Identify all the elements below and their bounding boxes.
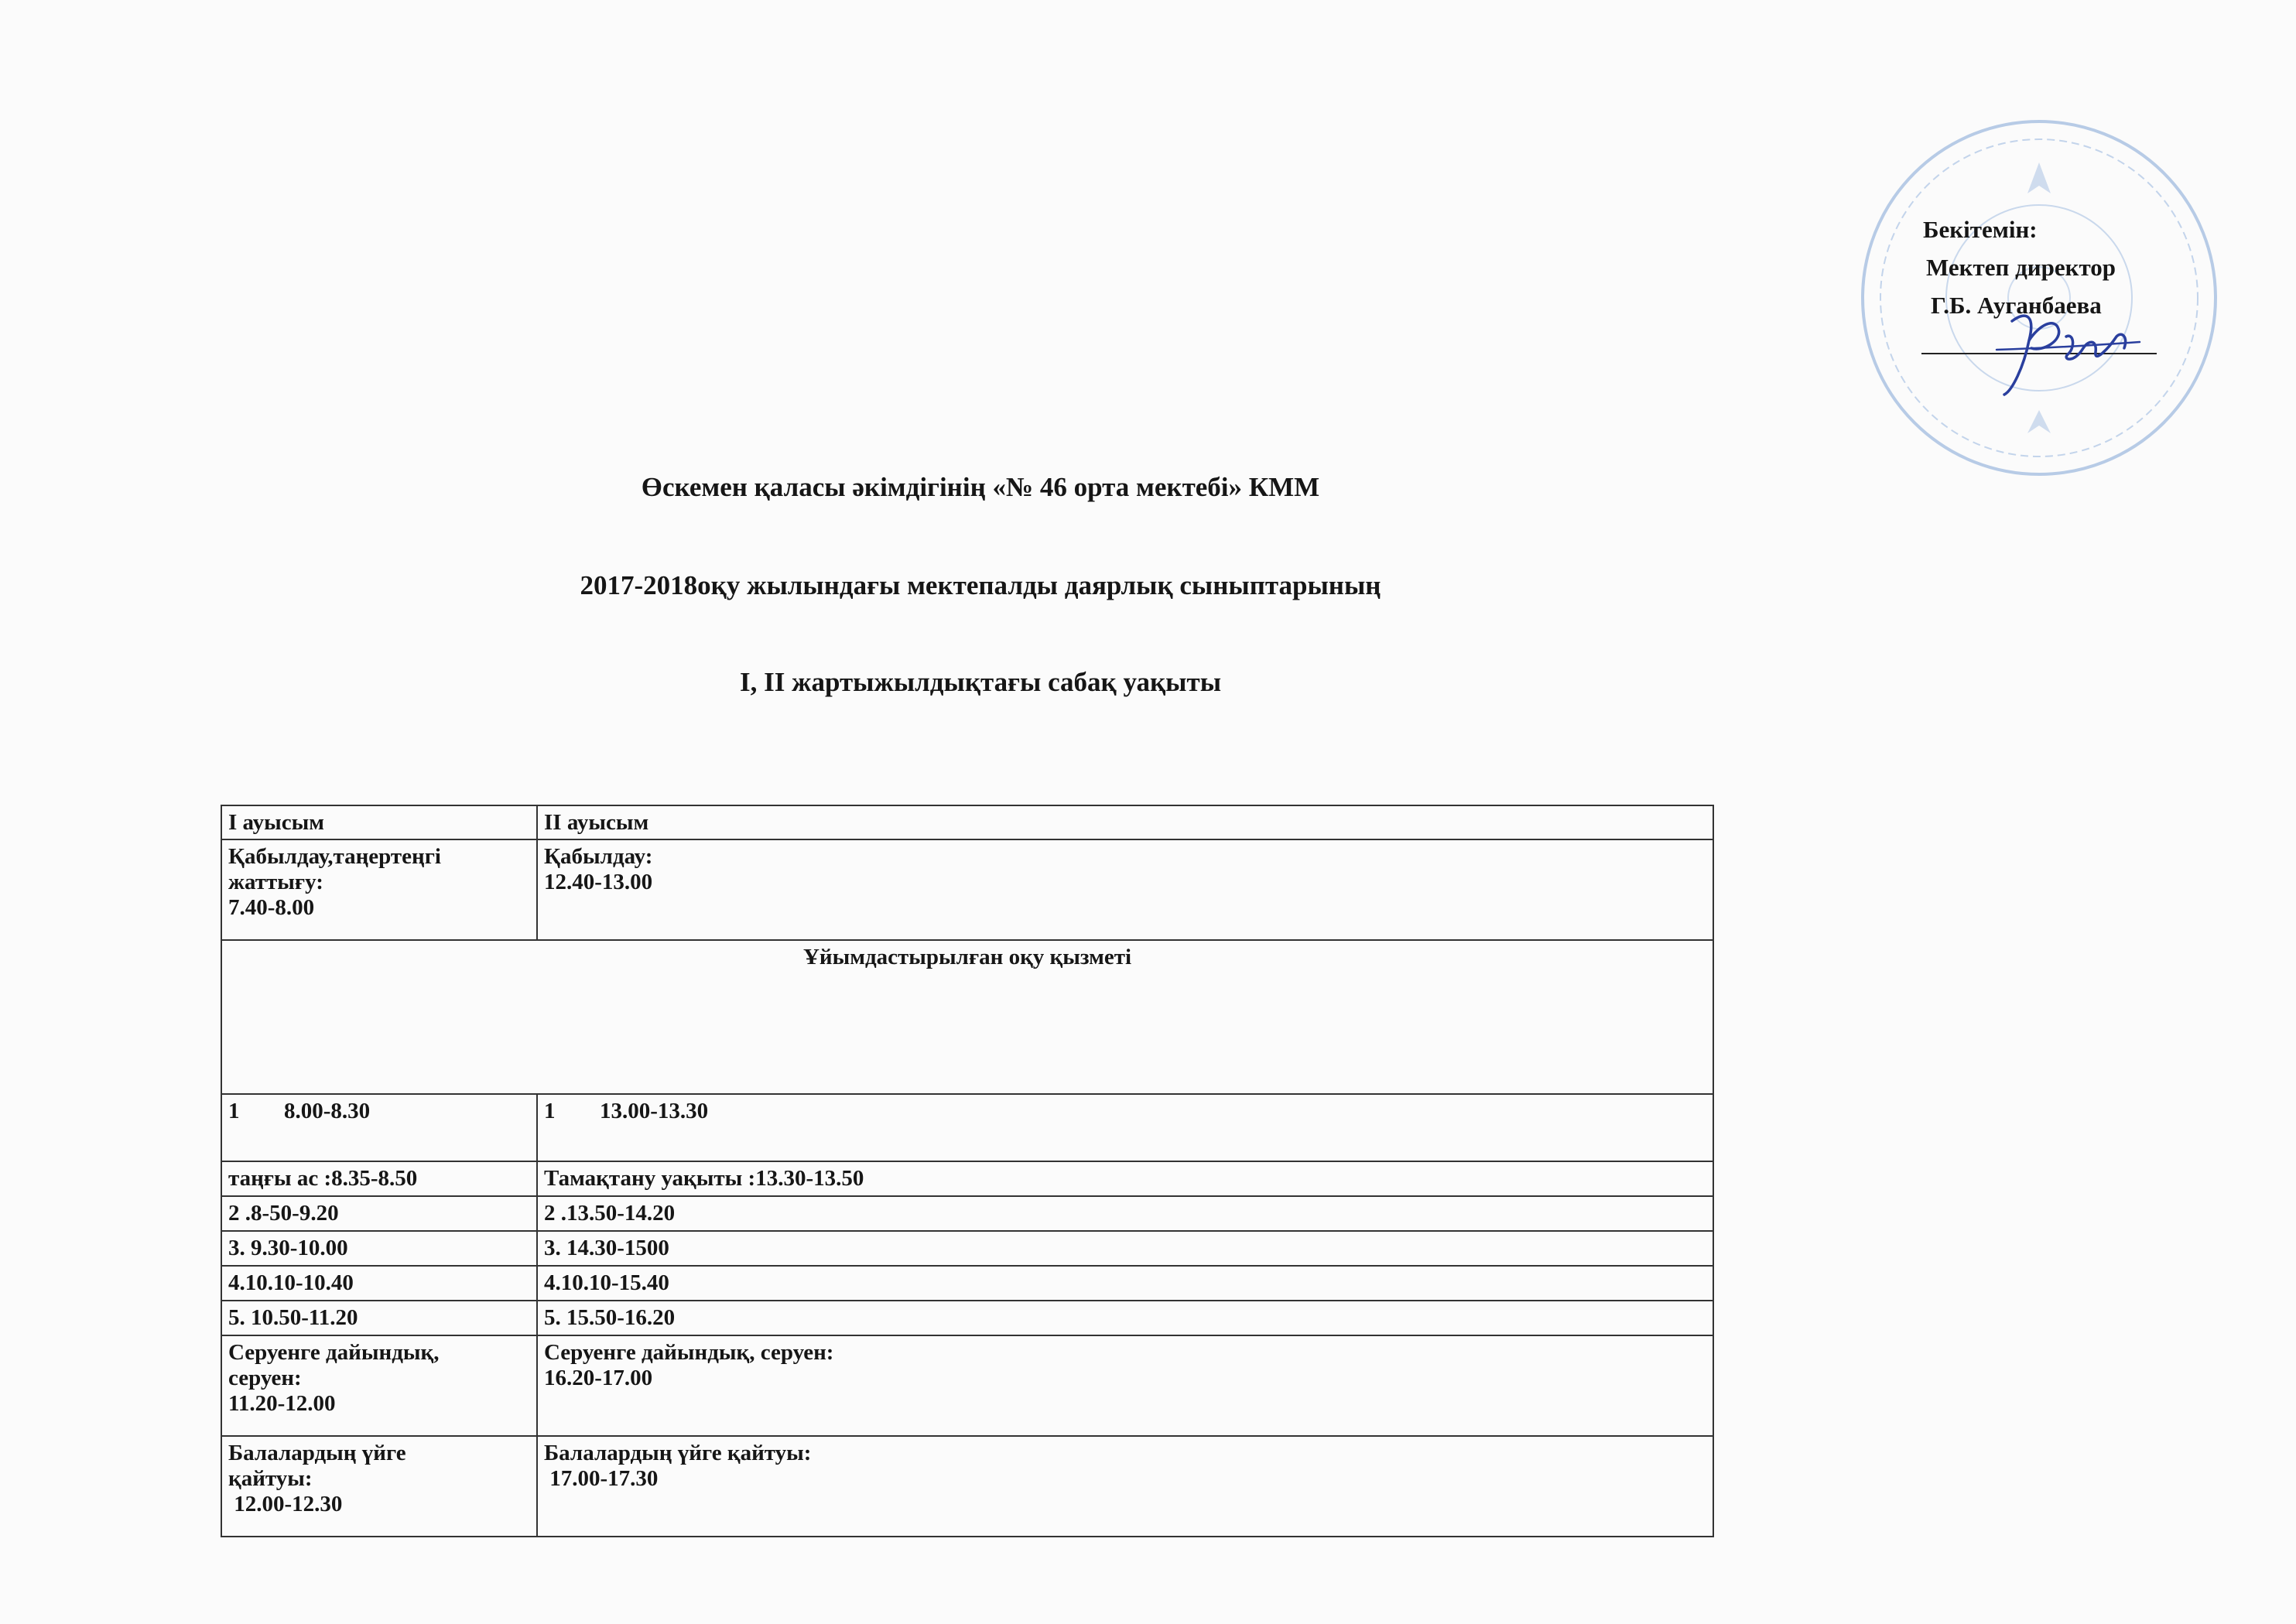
lesson-1-shift-1 (221, 1094, 537, 1161)
table-row-lesson-2 (221, 1196, 1713, 1231)
lesson-4-shift-2: 4.10.10-15.40 (537, 1266, 1713, 1301)
reception-shift-1 (221, 839, 537, 940)
approval-title: Бекітемін: (1923, 216, 2038, 243)
departure-shift-1-line: Балалардың үйге (228, 1441, 406, 1465)
lesson-1-shift-2 (537, 1094, 1713, 1161)
schedule-table (221, 805, 1714, 1537)
table-row-walk (221, 1335, 1713, 1436)
table-row-lesson-3 (221, 1231, 1713, 1266)
header-shift-1: I ауысым (221, 805, 537, 839)
lesson-3-shift-1: 3. 9.30-10.00 (221, 1231, 537, 1266)
lesson-time: 8.00-8.30 (284, 1099, 371, 1123)
table-row-lesson-4 (221, 1266, 1713, 1301)
reception-shift-1-time: 7.40-8.00 (228, 895, 315, 920)
walk-shift-2 (537, 1335, 1713, 1436)
table-row-reception (221, 839, 1713, 940)
director-signature (1981, 294, 2167, 402)
organized-activity-label: Ұйымдастырылған оқу қызметі (221, 940, 1713, 1094)
walk-shift-1-line: серуен: (228, 1366, 302, 1390)
lesson-5-shift-1: 5. 10.50-11.20 (221, 1301, 537, 1335)
departure-shift-1-line: қайтуы: (228, 1466, 313, 1491)
reception-shift-1-line: Қабылдау,таңертеңгі (228, 844, 441, 869)
lesson-2-shift-1: 2 .8-50-9.20 (221, 1196, 537, 1231)
departure-shift-1-time: 12.00-12.30 (228, 1492, 343, 1516)
lesson-4-shift-1: 4.10.10-10.40 (221, 1266, 537, 1301)
lesson-time: 13.00-13.30 (600, 1099, 709, 1123)
table-row-lesson-5 (221, 1301, 1713, 1335)
reception-shift-2-line: Қабылдау: (544, 844, 653, 869)
lesson-number: 1 (544, 1099, 556, 1123)
table-row-lesson-1 (221, 1094, 1713, 1161)
lesson-number: 1 (228, 1099, 240, 1123)
approval-position: Мектеп директор (1926, 254, 2116, 281)
walk-shift-1-time: 11.20-12.00 (228, 1391, 336, 1416)
table-header-row (221, 805, 1713, 839)
heading-schedule-title: I, II жартыжылдықтағы сабақ уақыты (739, 667, 1222, 697)
walk-shift-2-time: 16.20-17.00 (544, 1366, 653, 1390)
lesson-5-shift-2: 5. 15.50-16.20 (537, 1301, 1713, 1335)
departure-shift-2-line: Балалардың үйге қайтуы: (544, 1441, 812, 1465)
meal-shift-1: таңғы ас :8.35-8.50 (221, 1161, 537, 1196)
lesson-3-shift-2: 3. 14.30-1500 (537, 1231, 1713, 1266)
departure-shift-2 (537, 1436, 1713, 1537)
reception-shift-2 (537, 839, 1713, 940)
lesson-2-shift-2: 2 .13.50-14.20 (537, 1196, 1713, 1231)
header-shift-2: II ауысым (537, 805, 1713, 839)
departure-shift-1 (221, 1436, 537, 1537)
walk-shift-2-line: Серуенге дайындық, серуен: (544, 1340, 834, 1365)
table-row-departure (221, 1436, 1713, 1537)
table-row-meal (221, 1161, 1713, 1196)
heading-academic-year: 2017-2018оқу жылындағы мектепалды даярлық сыныптарының (580, 570, 1381, 600)
reception-shift-1-line: жаттығу: (228, 870, 323, 894)
heading-school-name: Өскемен қаласы әкімдігінің «№ 46 орта мектебі» КММ (641, 472, 1320, 502)
table-row-organized-activity (221, 940, 1713, 1094)
meal-shift-2: Тамақтану уақыты :13.30-13.50 (537, 1161, 1713, 1196)
reception-shift-2-time: 12.40-13.00 (544, 870, 653, 894)
approval-director-name: Г.Б. Ауганбаева (1931, 292, 2102, 319)
departure-shift-2-time: 17.00-17.30 (544, 1466, 659, 1491)
walk-shift-1-line: Серуенге дайындық, (228, 1340, 440, 1365)
walk-shift-1 (221, 1335, 537, 1436)
